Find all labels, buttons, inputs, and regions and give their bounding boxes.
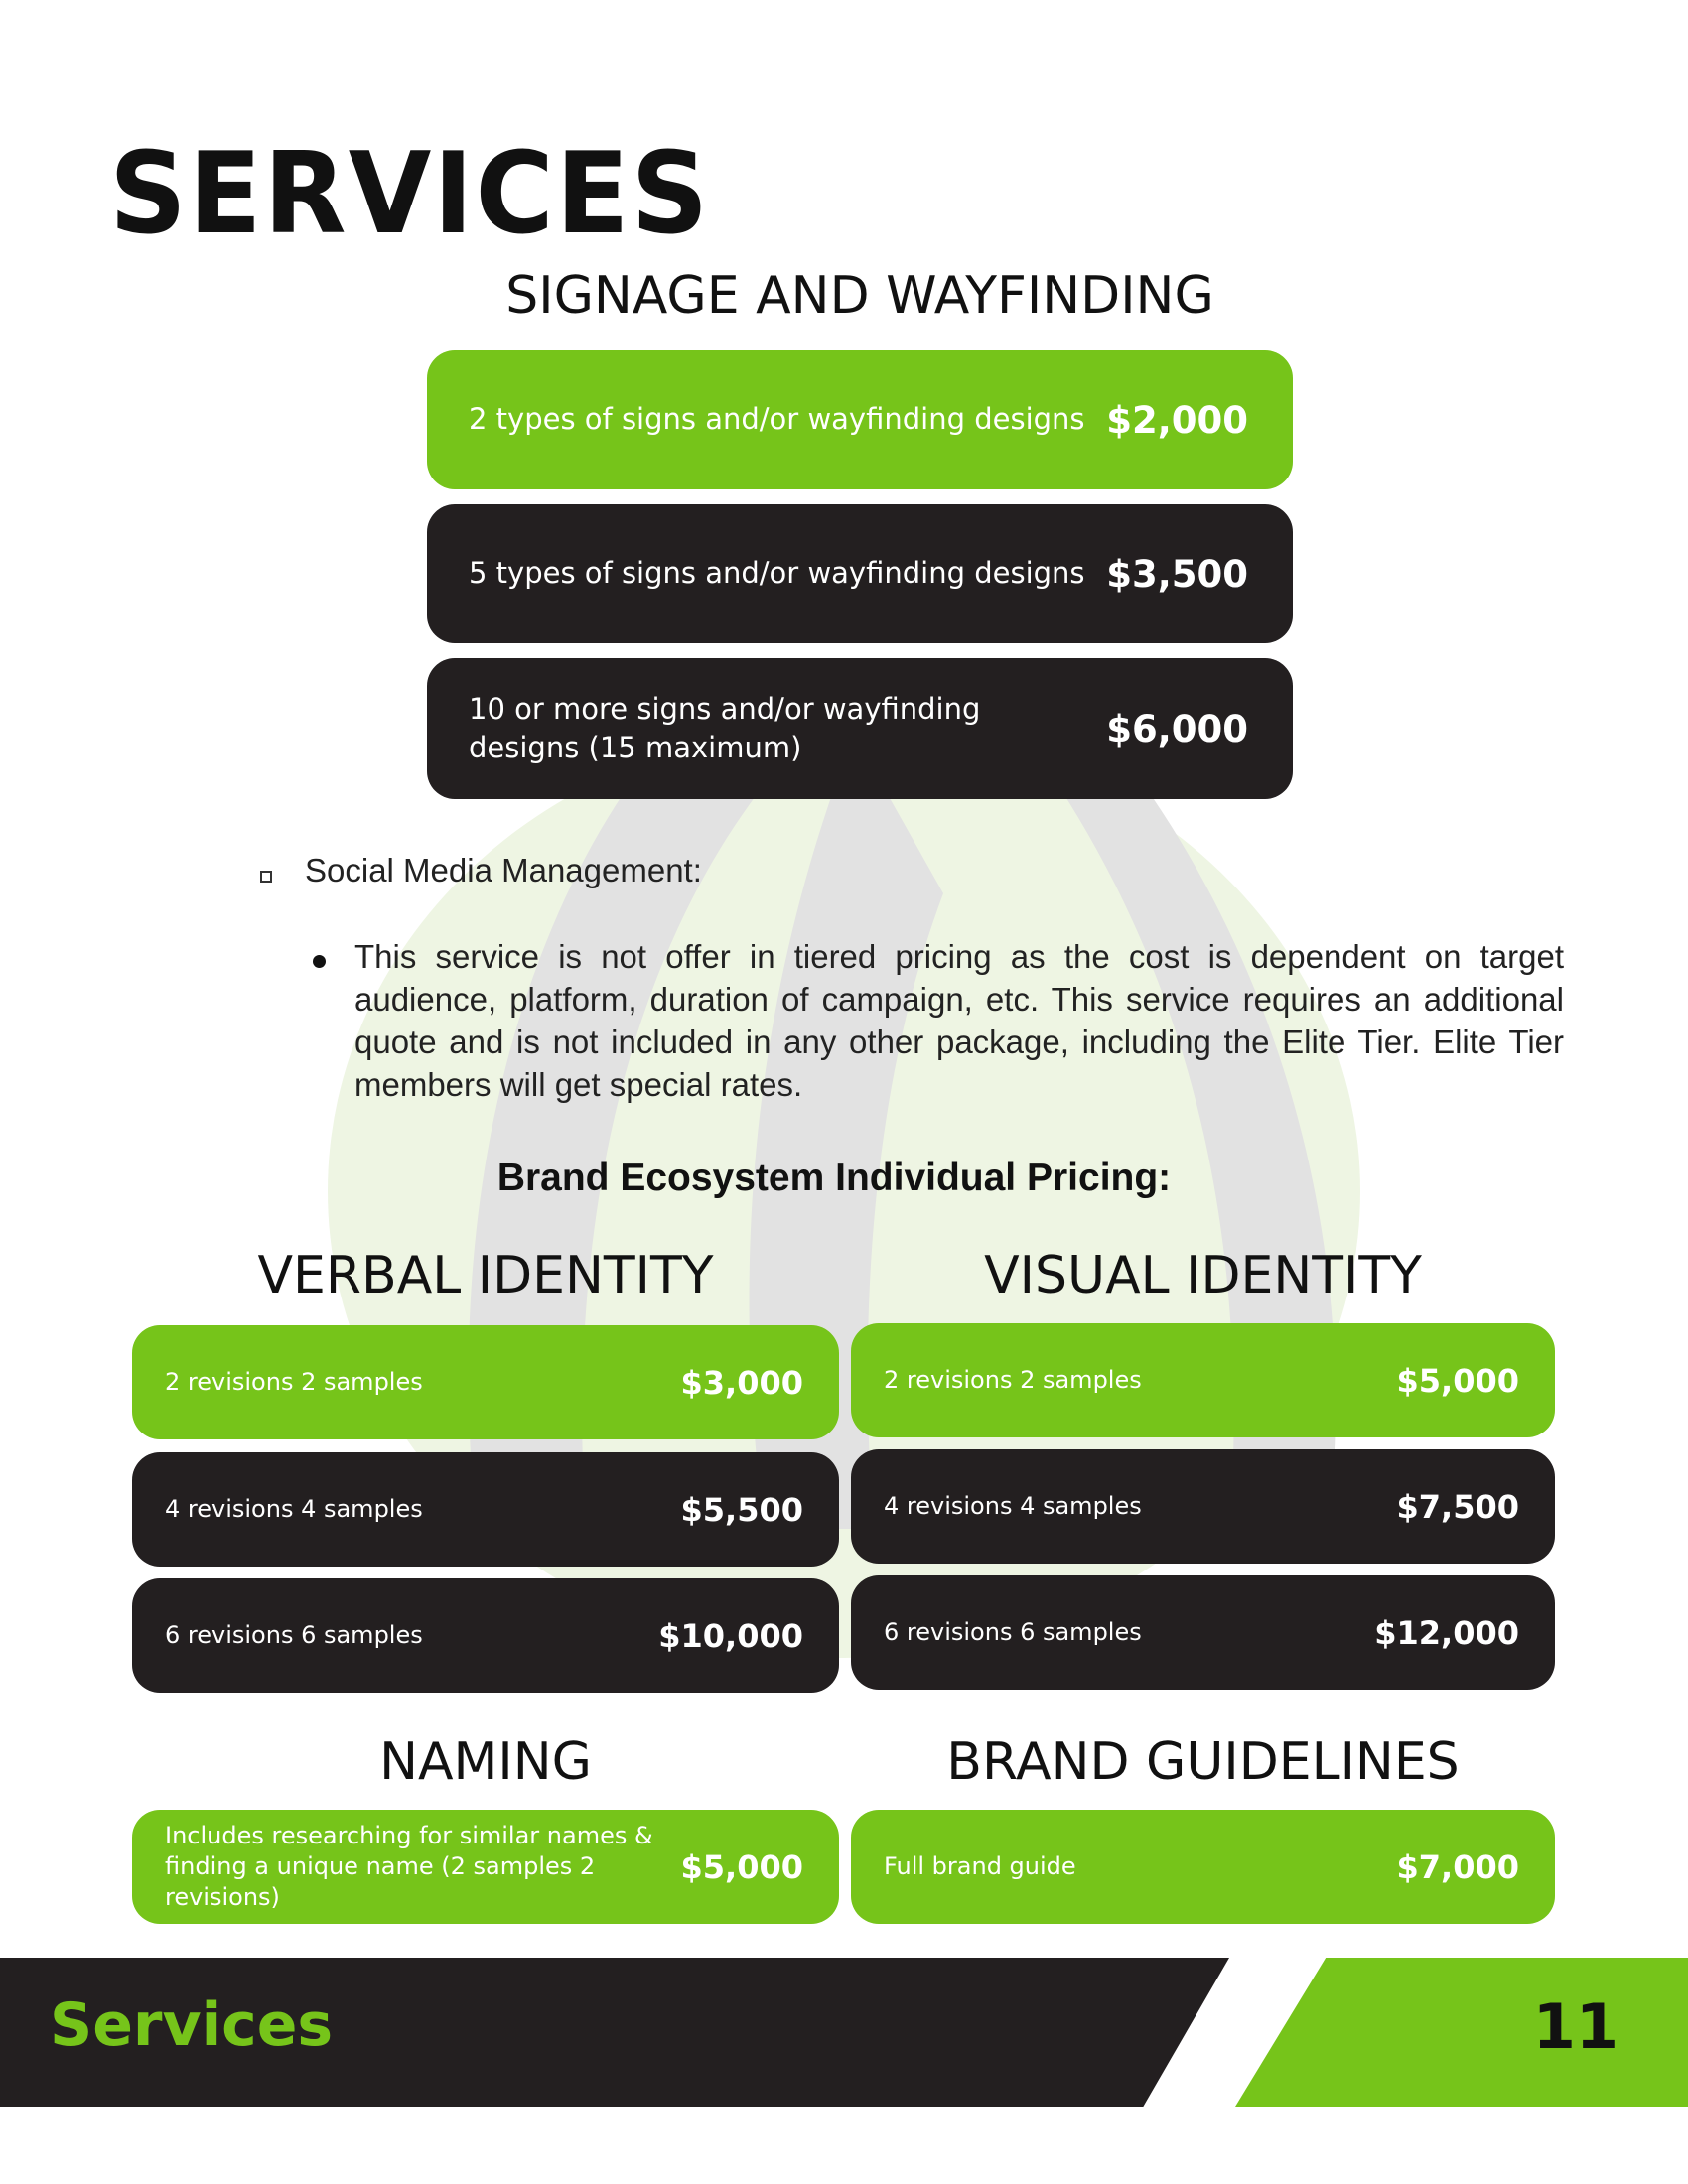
naming-tier [132,1810,839,1924]
visual-identity-heading: VISUAL IDENTITY [984,1246,1422,1305]
signage-tier-2 [427,504,1293,643]
brand-guidelines-tier [851,1810,1555,1924]
tier-description: Full brand guide [884,1852,1076,1881]
tier-description: 10 or more signs and/or wayfinding designs (15 maximum) [469,691,981,764]
visual-tier-3 [851,1575,1555,1690]
social-media-description: This service is not offer in tiered pricing as the cost is dependent on target audience, platform, duration of campaign, etc. This service requires an additional quote and is not included in any other package, including the Elite Tier. Elite Tier members will get special rates. [354,938,1564,1103]
tier-description: 4 revisions 4 samples [884,1492,1142,1521]
tier-price: $7,000 [1396,1847,1519,1886]
tier-price: $10,000 [658,1616,803,1655]
tier-description: 2 types of signs and/or wayfinding designs [469,402,1085,437]
tier-description: 6 revisions 6 samples [884,1618,1142,1647]
verbal-tier-2 [132,1452,839,1567]
signage-tier-3 [427,658,1293,799]
tier-price: $3,000 [680,1363,803,1402]
page-number: 11 [1532,1990,1618,2063]
verbal-tier-1 [132,1325,839,1439]
tier-description: 4 revisions 4 samples [165,1495,423,1524]
tier-price: $3,500 [1106,552,1248,596]
tier-price: $6,000 [1106,707,1248,751]
footer-green-band [1235,1958,1688,2107]
signage-heading: SIGNAGE AND WAYFINDING [505,266,1214,326]
verbal-tier-3 [132,1578,839,1693]
footer-section-label: Services [50,1990,334,2060]
tier-description: 6 revisions 6 samples [165,1621,423,1650]
signage-tier-1 [427,350,1293,489]
brand-guidelines-heading: BRAND GUIDELINES [946,1732,1460,1792]
round-bullet-icon [313,955,326,968]
tier-price: $5,000 [680,1847,803,1886]
verbal-identity-heading: VERBAL IDENTITY [257,1246,714,1305]
visual-tier-1 [851,1323,1555,1437]
tier-description: 2 revisions 2 samples [165,1368,423,1397]
page-title: SERVICES [109,129,711,260]
square-bullet-icon [260,871,272,883]
social-media-label: Social Media Management: [305,852,702,888]
tier-price: $5,500 [680,1490,803,1529]
tier-price: $12,000 [1374,1613,1519,1652]
tier-description: Includes researching for similar names & finding a unique name (2 samples 2 revisions) [165,1821,653,1912]
brand-ecosystem-title: Brand Ecosystem Individual Pricing: [496,1157,1172,1199]
tier-price: $7,500 [1396,1487,1519,1526]
visual-tier-2 [851,1449,1555,1564]
tier-price: $2,000 [1106,398,1248,442]
tier-description: 5 types of signs and/or wayfinding designs [469,556,1085,591]
tier-price: $5,000 [1396,1361,1519,1400]
naming-heading: NAMING [379,1732,592,1792]
tier-description: 2 revisions 2 samples [884,1366,1142,1395]
